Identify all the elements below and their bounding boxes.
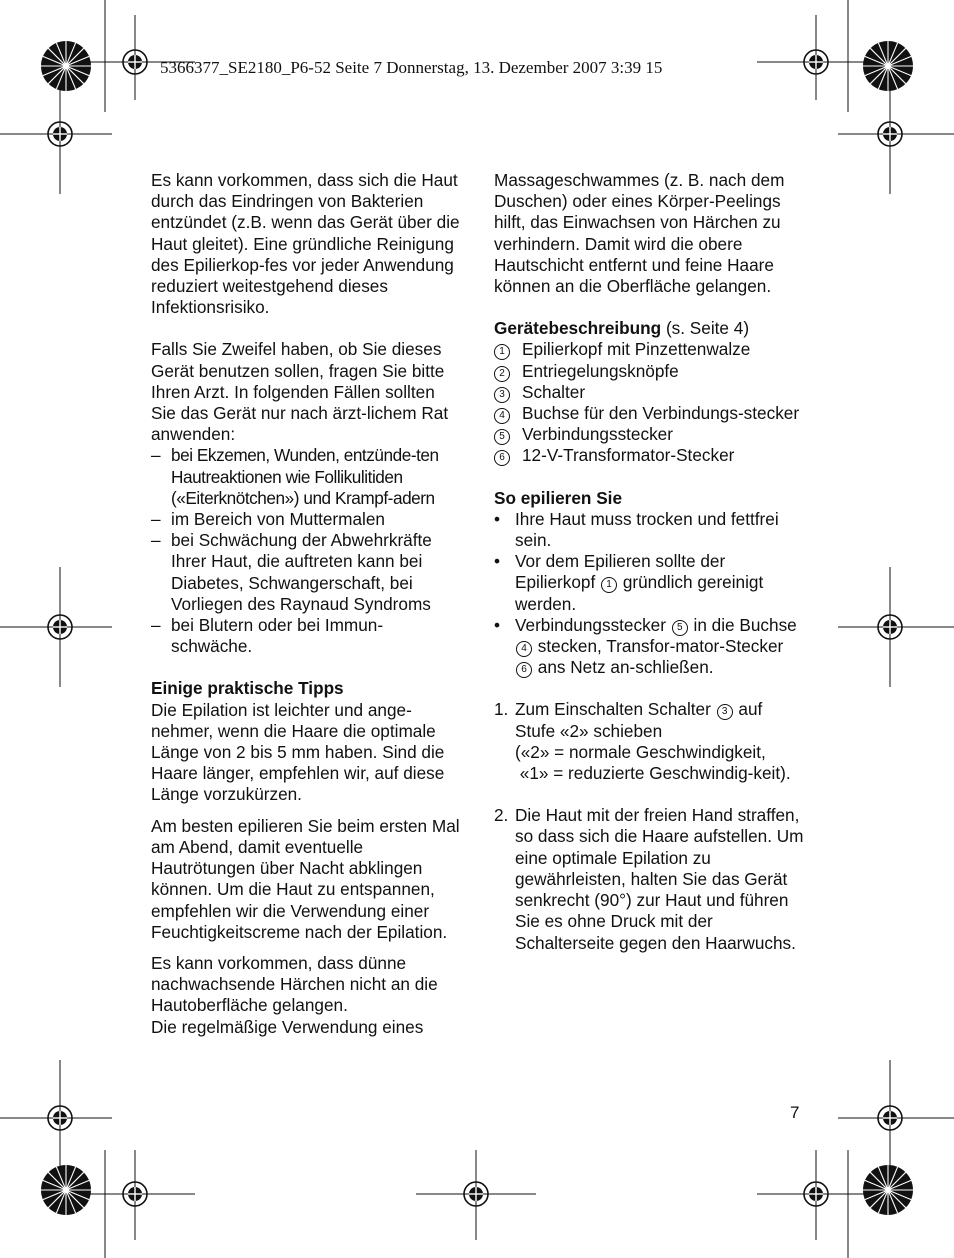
dash: – xyxy=(151,445,161,466)
part-label: Verbindungsstecker xyxy=(522,424,673,445)
list-item-text: bei Ekzemen, Wunden, entzünde-ten Hautreaktionen wie Follikulitiden («Eiterknötchen») und Krampf-adern xyxy=(171,445,439,508)
description-heading-text: Gerätebeschreibung xyxy=(494,318,662,339)
device-description-heading xyxy=(494,318,804,339)
list-item xyxy=(151,530,463,615)
list-item-text: bei Blutern oder bei Immun-schwäche. xyxy=(171,615,384,657)
page-number: 7 xyxy=(790,1103,800,1122)
list-item xyxy=(151,509,463,530)
part-label: Entriegelungsknöpfe xyxy=(522,360,679,381)
tips-paragraph-length: Die Epilation ist leichter und ange-nehmer, wenn die Haare die optimale Länge von 2 bis 5 mm haben. Sind die Haare länger, empfehlen wir, auf diese Länge vorzukürzen. xyxy=(151,699,445,805)
bullet: • xyxy=(494,614,501,635)
part-item xyxy=(494,424,804,445)
part-label: Buchse für den Verbindungs-stecker xyxy=(522,403,800,424)
massage-paragraph: Massageschwammes (z. B. nach dem Duschen) oder eines Körper-Peelings hilft, das Einwachsen von Härchen zu verhindern. Damit wird die obere Hautschicht entfernt und feine Haare können an die Oberfläche gelangen. xyxy=(494,170,785,297)
part-ref: 5 xyxy=(672,620,688,636)
list-item xyxy=(494,509,804,551)
bullet: • xyxy=(494,508,501,529)
dash: – xyxy=(151,530,161,551)
infection-risk-paragraph: Es kann vorkommen, dass sich die Haut durch das Eindringen von Bakterien entzündet (z.B. wenn das Gerät über die Haut gleitet). Eine gründliche Reinigung des Epilierkop-fes vor jeder Anwendung reduziert weitestgehend dieses Infektionsrisiko. xyxy=(151,170,460,318)
step-item xyxy=(494,805,804,953)
part-number: 6 xyxy=(494,450,510,466)
right-column xyxy=(494,170,804,954)
part-number: 4 xyxy=(494,408,510,424)
part-number: 2 xyxy=(494,366,510,382)
step-item xyxy=(494,699,804,784)
part-number: 3 xyxy=(494,387,510,403)
step-number: 2. xyxy=(494,805,509,826)
part-number: 1 xyxy=(494,344,510,360)
part-ref: 6 xyxy=(516,662,532,678)
part-ref: 1 xyxy=(601,577,617,593)
part-number: 5 xyxy=(494,429,510,445)
list-item xyxy=(151,615,463,657)
part-label: 12-V-Transformator-Stecker xyxy=(522,445,735,466)
part-item xyxy=(494,403,804,424)
tips-paragraph-ingrown: Es kann vorkommen, dass dünne nachwachsende Härchen nicht an die Hautoberfläche gelangen. xyxy=(151,952,438,1016)
list-item-text: im Bereich von Muttermalen xyxy=(171,509,385,530)
part-label: Schalter xyxy=(522,381,586,402)
list-item-text: Ihre Haut muss trocken und fettfrei sein. xyxy=(515,508,779,551)
tips-paragraph-ingrown-cont: Die regelmäßige Verwendung eines xyxy=(151,1016,424,1037)
dash: – xyxy=(151,509,161,530)
step-text: Zum Einschalten Schalter 3 auf Stufe «2» schieben («2» = normale Geschwindigkeit, «1» = reduzierte Geschwindig-keit). xyxy=(515,699,791,784)
list-item xyxy=(494,615,804,679)
list-item-text: Verbindungsstecker 5 in die Buchse 4 stecken, Transfor-mator-Stecker 6 ans Netz an-schließen. xyxy=(515,614,797,678)
part-label: Epilierkopf mit Pinzettenwalze xyxy=(522,339,751,360)
part-item xyxy=(494,361,804,382)
part-ref: 4 xyxy=(516,641,532,657)
dash: – xyxy=(151,615,161,636)
part-item xyxy=(494,445,804,466)
description-page-ref: (s. Seite 4) xyxy=(665,318,750,339)
print-header: 5366377_SE2180_P6-52 Seite 7 Donnerstag, 13. Dezember 2007 3:39 15 xyxy=(160,58,663,77)
list-item xyxy=(151,445,463,509)
part-ref: 3 xyxy=(717,704,733,720)
doctor-advice-paragraph: Falls Sie Zweifel haben, ob Sie dieses Gerät benutzen sollen, fragen Sie bitte Ihren Arzt. In folgenden Fällen sollten Sie das Gerät nur nach ärzt-lichem Rat anwenden: xyxy=(151,339,449,445)
tips-heading: Einige praktische Tipps xyxy=(151,678,344,699)
tips-paragraph-evening: Am besten epilieren Sie beim ersten Mal am Abend, damit eventuelle Hautrötungen über Nacht abklingen können. Um die Haut zu entspannen, empfehlen wir die Verwendung einer Feuchtigkeitscreme nach der Epilation. xyxy=(151,815,460,942)
part-item xyxy=(494,339,804,360)
list-item-text: Vor dem Epilieren sollte der Epilierkopf 1 gründlich gereinigt werden. xyxy=(515,551,764,614)
howto-heading: So epilieren Sie xyxy=(494,487,622,508)
list-item-text: bei Schwächung der Abwehrkräfte Ihrer Haut, die auftreten kann bei Diabetes, Schwangerschaft, bei Vorliegen des Raynaud Syndroms xyxy=(171,530,432,614)
step-number: 1. xyxy=(494,699,509,720)
step-text: Die Haut mit der freien Hand straffen, so dass sich die Haare aufstellen. Um eine optimale Epilation zu gewährleisten, halten Sie das Gerät senkrecht (90°) zur Haut und führen Sie es ohne Druck mit der Schalterseite gegen den Haarwuchs. xyxy=(515,805,804,953)
part-item xyxy=(494,382,804,403)
list-item xyxy=(494,551,804,615)
left-column xyxy=(151,170,463,1038)
bullet: • xyxy=(494,551,501,572)
